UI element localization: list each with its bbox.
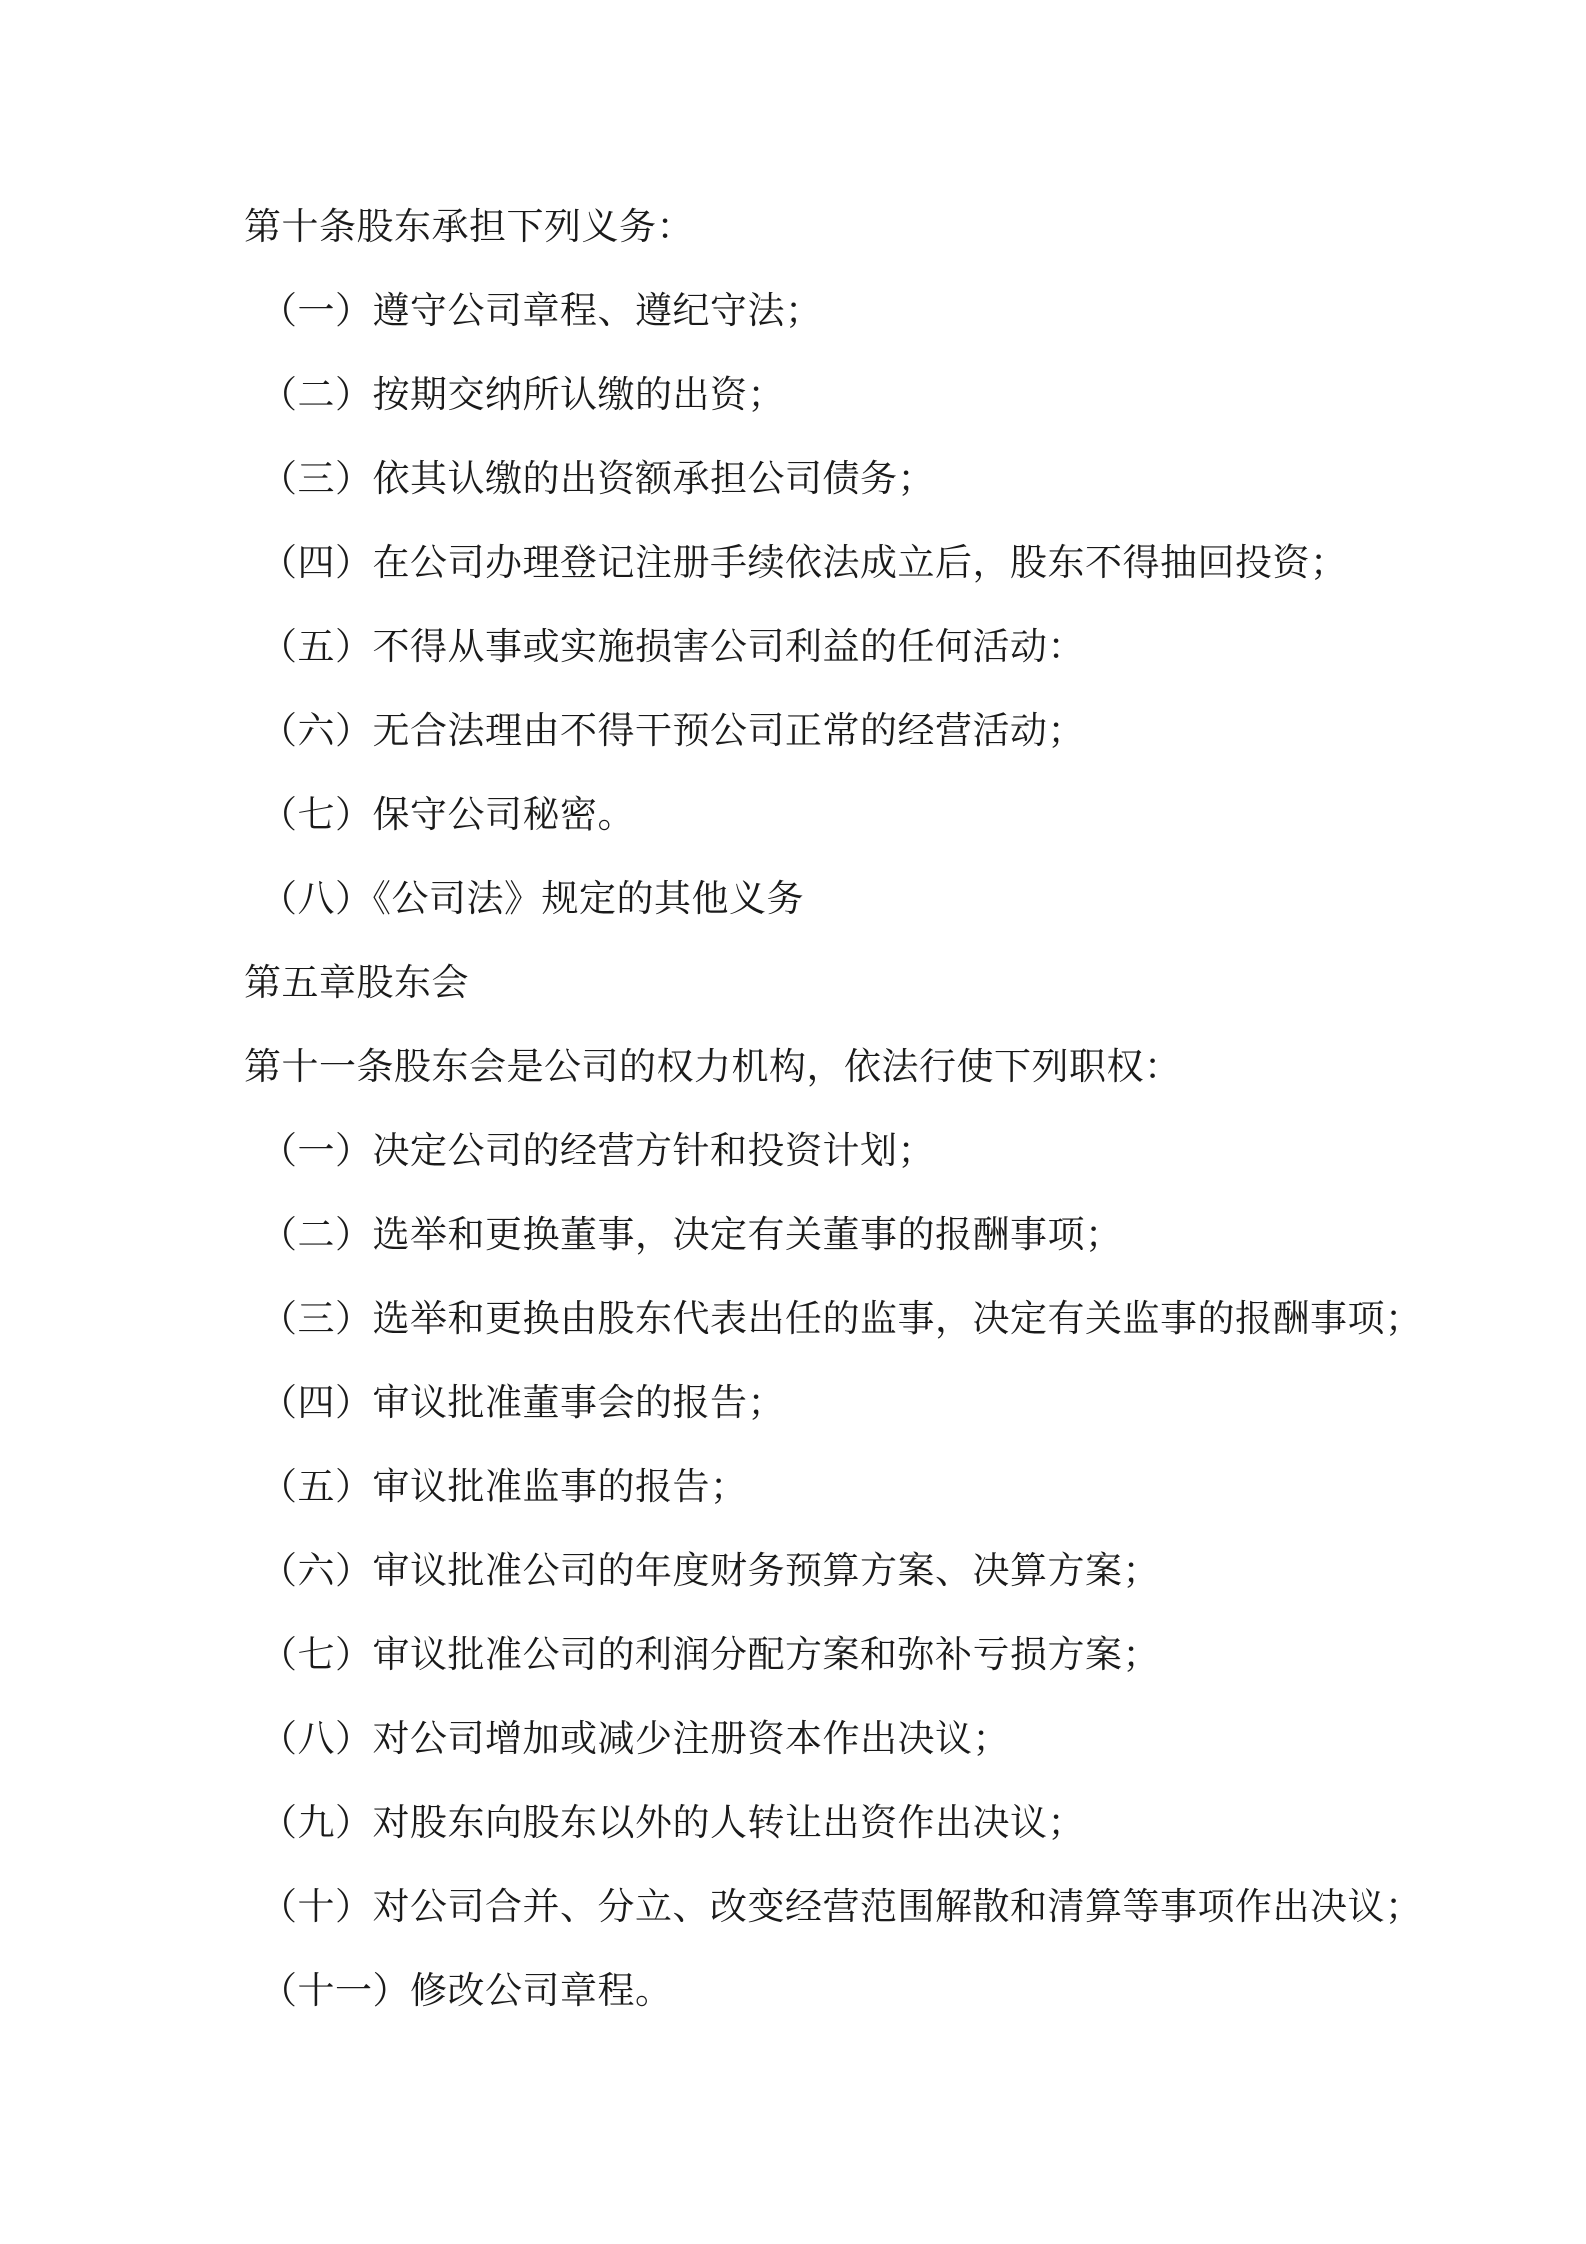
power-item-8: （八）对公司增加或减少注册资本作出决议；	[260, 1717, 1010, 1760]
duty-item-5: （五）不得从事或实施损害公司利益的任何活动：	[260, 625, 1085, 668]
duty-item-4: （四）在公司办理登记注册手续依法成立后，股东不得抽回投资；	[260, 541, 1348, 584]
power-item-5: （五）审议批准监事的报告；	[260, 1465, 748, 1508]
power-item-1: （一）决定公司的经营方针和投资计划；	[260, 1129, 935, 1172]
power-item-3: （三）选举和更换由股东代表出任的监事，决定有关监事的报酬事项；	[260, 1297, 1423, 1340]
power-item-4: （四）审议批准董事会的报告；	[260, 1381, 785, 1424]
duty-item-2: （二）按期交纳所认缴的出资；	[260, 373, 785, 416]
power-item-11: （十一）修改公司章程。	[260, 1969, 673, 2012]
power-item-7: （七）审议批准公司的利润分配方案和弥补亏损方案；	[260, 1633, 1160, 1676]
power-item-2: （二）选举和更换董事，决定有关董事的报酬事项；	[260, 1213, 1123, 1256]
duty-item-8: （八）《公司法》规定的其他义务	[260, 877, 804, 920]
power-item-6: （六）审议批准公司的年度财务预算方案、决算方案；	[260, 1549, 1160, 1592]
chapter-5-heading: 第五章股东会	[244, 961, 469, 1004]
power-item-10: （十）对公司合并、分立、改变经营范围解散和清算等事项作出决议；	[260, 1885, 1423, 1928]
power-item-9: （九）对股东向股东以外的人转让出资作出决议；	[260, 1801, 1085, 1844]
article-11-heading: 第十一条股东会是公司的权力机构，依法行使下列职权：	[244, 1045, 1182, 1088]
duty-item-3: （三）依其认缴的出资额承担公司债务；	[260, 457, 935, 500]
article-10-heading: 第十条股东承担下列义务：	[244, 205, 694, 248]
duty-item-6: （六）无合法理由不得干预公司正常的经营活动；	[260, 709, 1085, 752]
duty-item-7: （七）保守公司秘密。	[260, 793, 635, 836]
duty-item-1: （一）遵守公司章程、遵纪守法；	[260, 289, 823, 332]
